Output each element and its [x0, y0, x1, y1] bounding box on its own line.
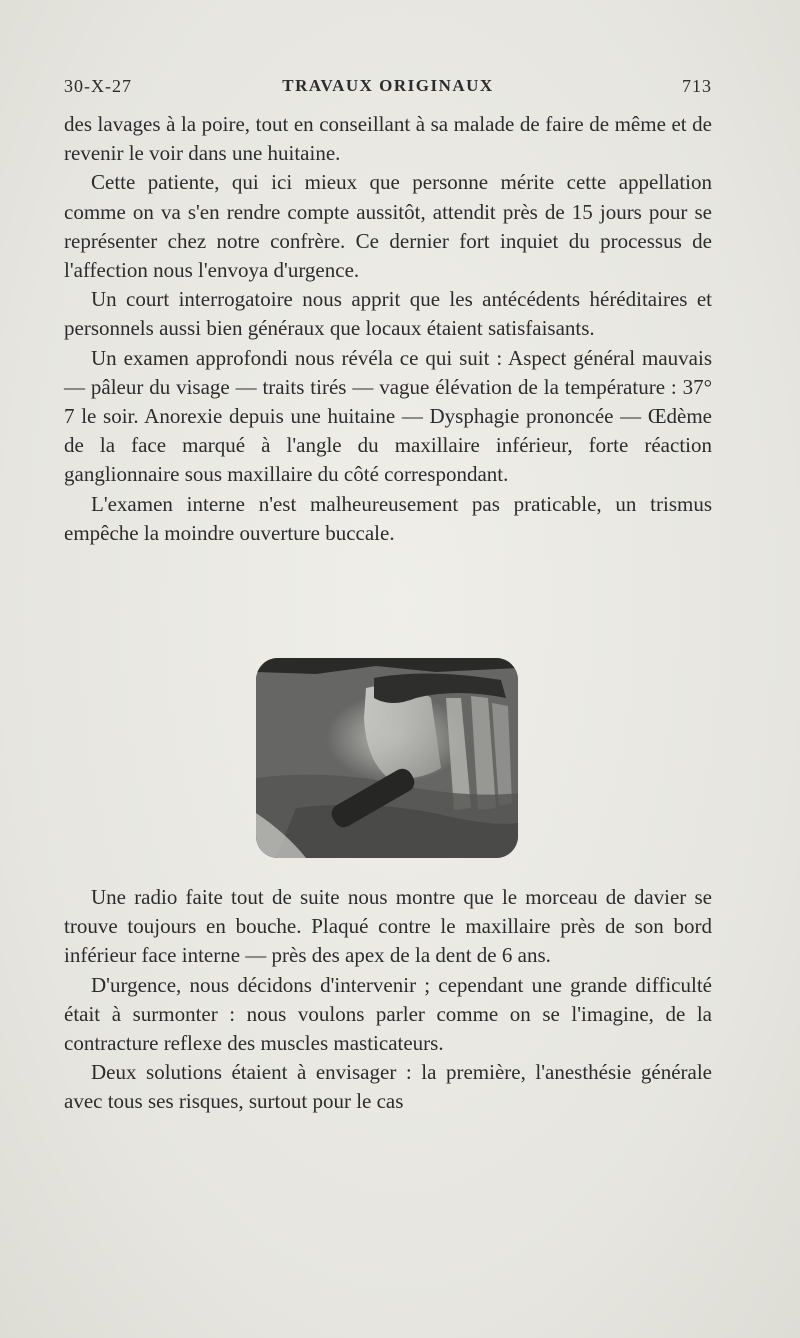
paragraph: Un examen approfondi nous révéla ce qui suit : Aspect général mauvais — pâleur du visage — traits tirés — vague élévation de la température : 37° 7 le soir. Anorexie depuis une huitaine — Dysphagie prononcée — Œdème de la face marqué à l'angle du maxillaire inférieur, forte réaction ganglionnaire sous maxillaire du côté correspondant. [64, 345, 712, 487]
paragraph: Deux solutions étaient à envisager : la première, l'anesthésie générale avec tous ses risques, surtout pour le cas [64, 1060, 712, 1114]
body-text-bottom [64, 883, 712, 1117]
paragraph: D'urgence, nous décidons d'intervenir ; cependant une grande difficulté était à surmonter : nous voulons parler comme on se l'imagine, de la contracture reflexe des muscles masticateurs. [64, 972, 712, 1056]
x-ray-image [256, 658, 518, 858]
header-section-title: TRAVAUX ORIGINAUX [282, 76, 494, 95]
paragraph: des lavages à la poire, tout en conseillant à sa malade de faire de même et de revenir le voir dans une huitaine. [64, 112, 712, 166]
header-date: 30-X-27 [64, 76, 132, 96]
paragraph: Une radio faite tout de suite nous montre que le morceau de davier se trouve toujours en bouche. Plaqué contre le maxillaire près de son bord inférieur face interne — près des apex de la dent de 6 ans. [64, 885, 712, 968]
header-page-number: 713 [682, 76, 712, 96]
body-text-top [64, 110, 712, 548]
paragraph: L'examen interne n'est malheureusement pas praticable, un trismus empêche la moindre ouverture buccale. [64, 491, 712, 545]
running-header [64, 76, 712, 100]
paragraph: Un court interrogatoire nous apprit que les antécédents héréditaires et personnels aussi bien généraux que locaux étaient satisfaisants. [64, 287, 712, 341]
x-ray-drawing [256, 658, 518, 858]
paragraph: Cette patiente, qui ici mieux que personne mérite cette appellation comme on va s'en rendre compte aussitôt, attendit près de 15 jours pour se représenter chez notre confrère. Ce dernier fort inquiet du processus de l'affection nous l'envoya d'urgence. [64, 170, 712, 283]
